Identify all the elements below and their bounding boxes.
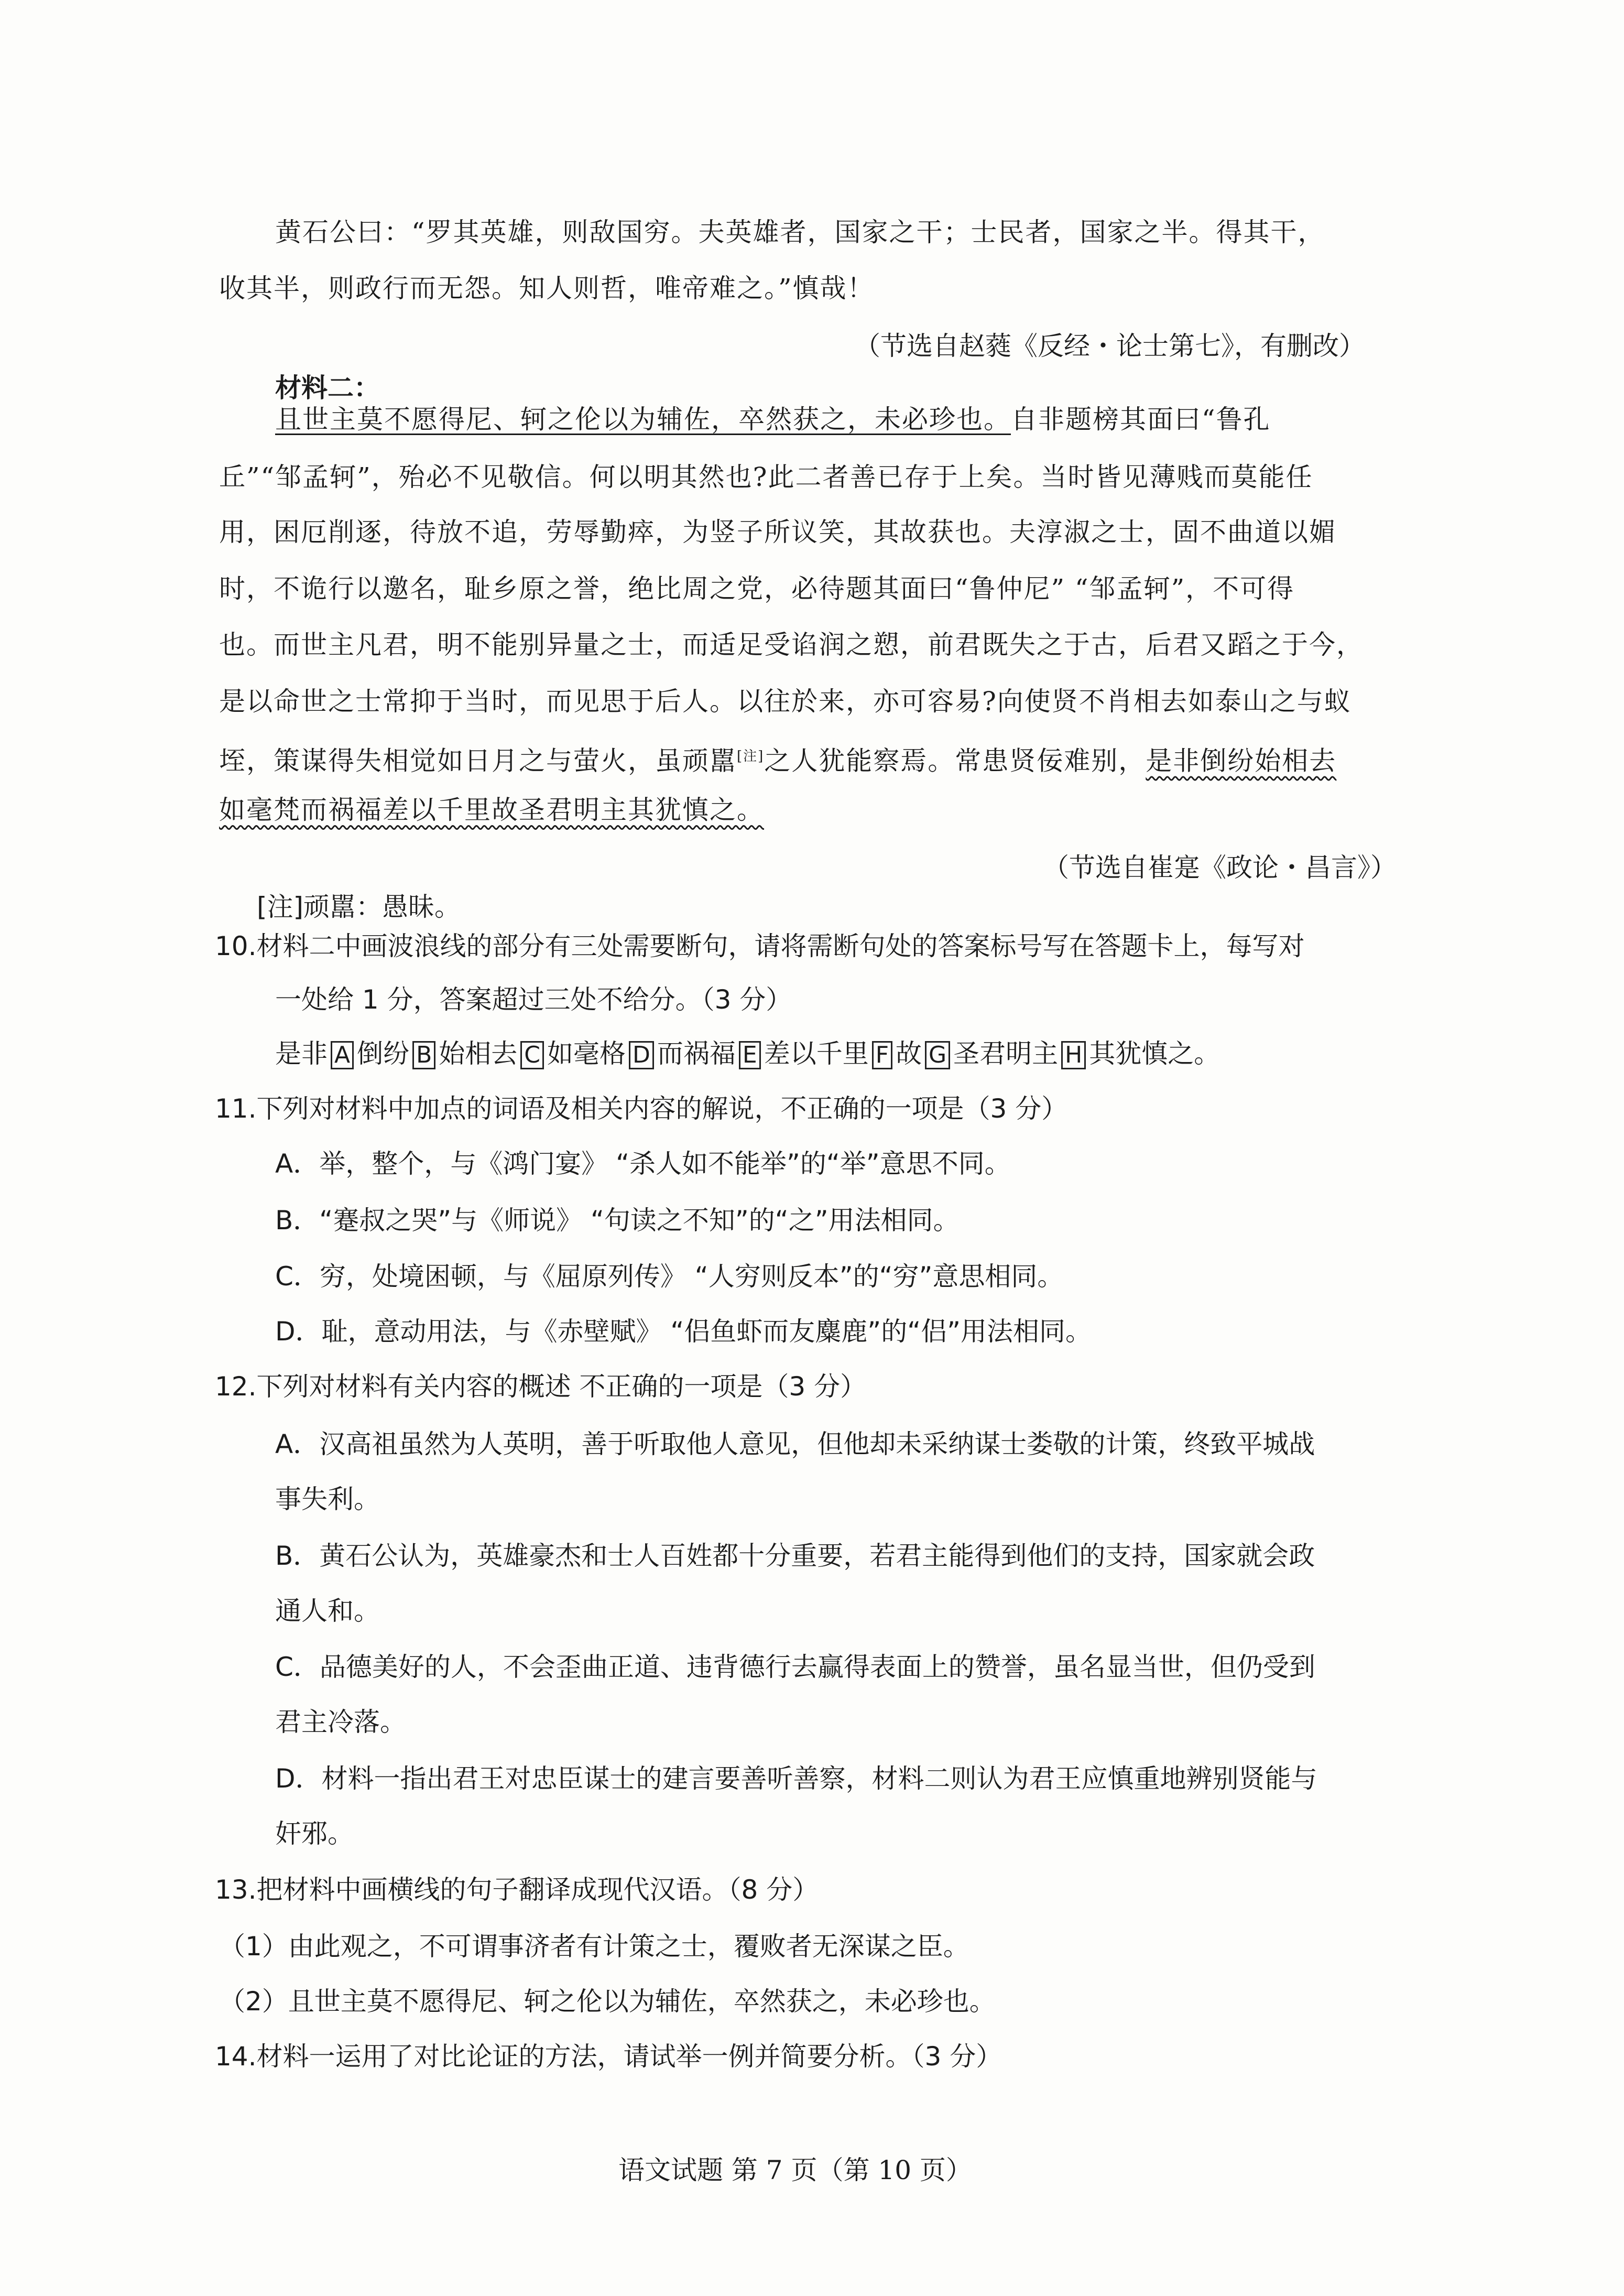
q11-option-d: D．耻，意动用法，与《赤壁赋》 “侣鱼虾而友麋鹿”的“侣”用法相同。 [275,1316,1092,1347]
q11-option-b: B．“蹇叔之哭”与《师说》 “句读之不知”的“之”用法相同。 [275,1205,960,1236]
material2-line1 [275,404,1271,435]
seg: 如毫格 [547,1038,626,1069]
q11-option-a: A．举，整个，与《鸿门宴》 “杀人如不能举”的“举”意思不同。 [275,1149,1011,1179]
q12-option-a-line1: A．汉高祖虽然为人英明，善于听取他人意见，但他却未采纳谋士娄敬的计策，终致平城战 [275,1429,1315,1459]
wavy-segment-1: 是非倒纷始相去 [1146,745,1337,776]
q12-option-c-line2: 君主冷落。 [275,1707,406,1737]
seg: 始相去 [439,1038,518,1069]
line1-rest: 自非题榜其面曰“鲁孔 [1011,404,1271,435]
mark-E: E [739,1041,761,1069]
material2-label: 材料二： [275,373,380,403]
q11-stem: 11.下列对材料中加点的词语及相关内容的解说，不正确的一项是（3 分） [215,1093,1068,1124]
mark-A: A [331,1041,354,1069]
seg: 故 [896,1038,922,1069]
seg: 而祸福 [657,1038,736,1069]
material2-line5: 也。而世主凡君，明不能别异量之士，而适足受谄润之愬，前君既失之于古，后君又蹈之于今， [219,630,1364,660]
page-footer: 语文试题 第 7 页（第 10 页） [618,2155,972,2185]
mark-H: H [1061,1041,1086,1069]
mark-G: G [925,1041,950,1069]
seg: 差以千里 [764,1038,869,1069]
material2-line6: 是以命世之士常抑于当时，而见思于后人。以往於来，亦可容易?向使贤不肖相去如泰山之与蚁 [219,686,1351,717]
wavy-segment-2: 如毫梵而祸福差以千里故圣君明主其犹慎之。 [219,795,764,825]
line7-start: 垤，策谋得失相觉如日月之与萤火，虽顽嚚 [219,745,737,776]
q13-sentence-2: （2）且世主莫不愿得尼、轲之伦以为辅佐，卒然获之，未必珍也。 [219,1986,996,2017]
q12-option-d-line1: D．材料一指出君王对忠臣谋士的建言要善听善察，材料二则认为君王应慎重地辨别贤能与 [275,1763,1317,1794]
seg: 是非 [275,1038,328,1069]
q12-option-a-line2: 事失利。 [275,1484,380,1514]
q14-stem: 14.材料一运用了对比论证的方法，请试举一例并简要分析。（3 分） [215,2041,1002,2072]
material2-note: [注]顽嚚：愚昧。 [257,892,461,922]
mark-F: F [872,1041,892,1069]
material1-source: （节选自赵蕤《反经・论士第七》，有删改） [854,331,1365,361]
line7-mid: 之人犹能察焉。常患贤佞难别， [764,745,1146,776]
material2-line2: 丘”“邹孟轲”，殆必不见敬信。何以明其然也?此二者善已存于上矣。当时皆见薄贱而莫能任 [219,462,1313,492]
mark-C: C [520,1041,544,1069]
q10-stem-line2: 一处给 1 分，答案超过三处不给分。（3 分） [275,984,792,1015]
material1-line1: 黄石公曰：“罗其英雄，则敌国穷。夫英雄者，国家之干；士民者，国家之半。得其干， [275,217,1325,247]
note-marker: [注] [737,749,765,764]
q12-option-c-line1: C．品德美好的人，不会歪曲正道、违背德行去赢得表面上的赞誉，虽名显当世，但仍受到 [275,1652,1315,1682]
q10-options [275,1038,1220,1069]
material2-line3: 用，困厄削逐，待放不追，劳辱勤瘁，为竖子所议笑，其故获也。夫淳淑之士，固不曲道以媚 [219,517,1336,547]
q12-option-b-line1: B．黄石公认为，英雄豪杰和士人百姓都十分重要，若君主能得到他们的支持，国家就会政 [275,1541,1315,1571]
q12-option-d-line2: 奸邪。 [275,1818,354,1849]
material2-line8 [219,794,764,826]
seg: 圣君明主 [953,1038,1059,1069]
seg: 倒纷 [357,1038,410,1069]
q13-stem: 13.把材料中画横线的句子翻译成现代汉语。（8 分） [215,1875,819,1905]
underlined-sentence: 且世主莫不愿得尼、轲之伦以为辅佐，卒然获之，未必珍也。 [275,404,1011,435]
q13-sentence-1: （1）由此观之，不可谓事济者有计策之士，覆败者无深谋之臣。 [219,1931,969,1962]
q12-option-b-line2: 通人和。 [275,1596,380,1626]
q10-stem-line1: 10.材料二中画波浪线的部分有三处需要断句，请将需断句处的答案标号写在答题卡上，每写对 [215,931,1305,961]
mark-D: D [629,1041,654,1069]
q12-stem: 12.下列对材料有关内容的概述 不正确的一项是（3 分） [215,1371,867,1402]
material2-line7 [219,741,1336,777]
material1-line2: 收其半，则政行而无怨。知人则哲，唯帝难之。”慎哉！ [219,273,875,304]
seg: 其犹慎之。 [1089,1038,1220,1069]
mark-B: B [412,1041,435,1069]
material2-line4: 时，不诡行以邀名，耻乡原之誉，绝比周之党，必待题其面曰“鲁仲尼” “邹孟轲”，不可得 [219,573,1295,604]
material2-source: （节选自崔寔《政论・昌言》） [1043,852,1397,883]
q11-option-c: C．穷，处境困顿，与《屈原列传》 “人穷则反本”的“穷”意思相同。 [275,1261,1064,1292]
